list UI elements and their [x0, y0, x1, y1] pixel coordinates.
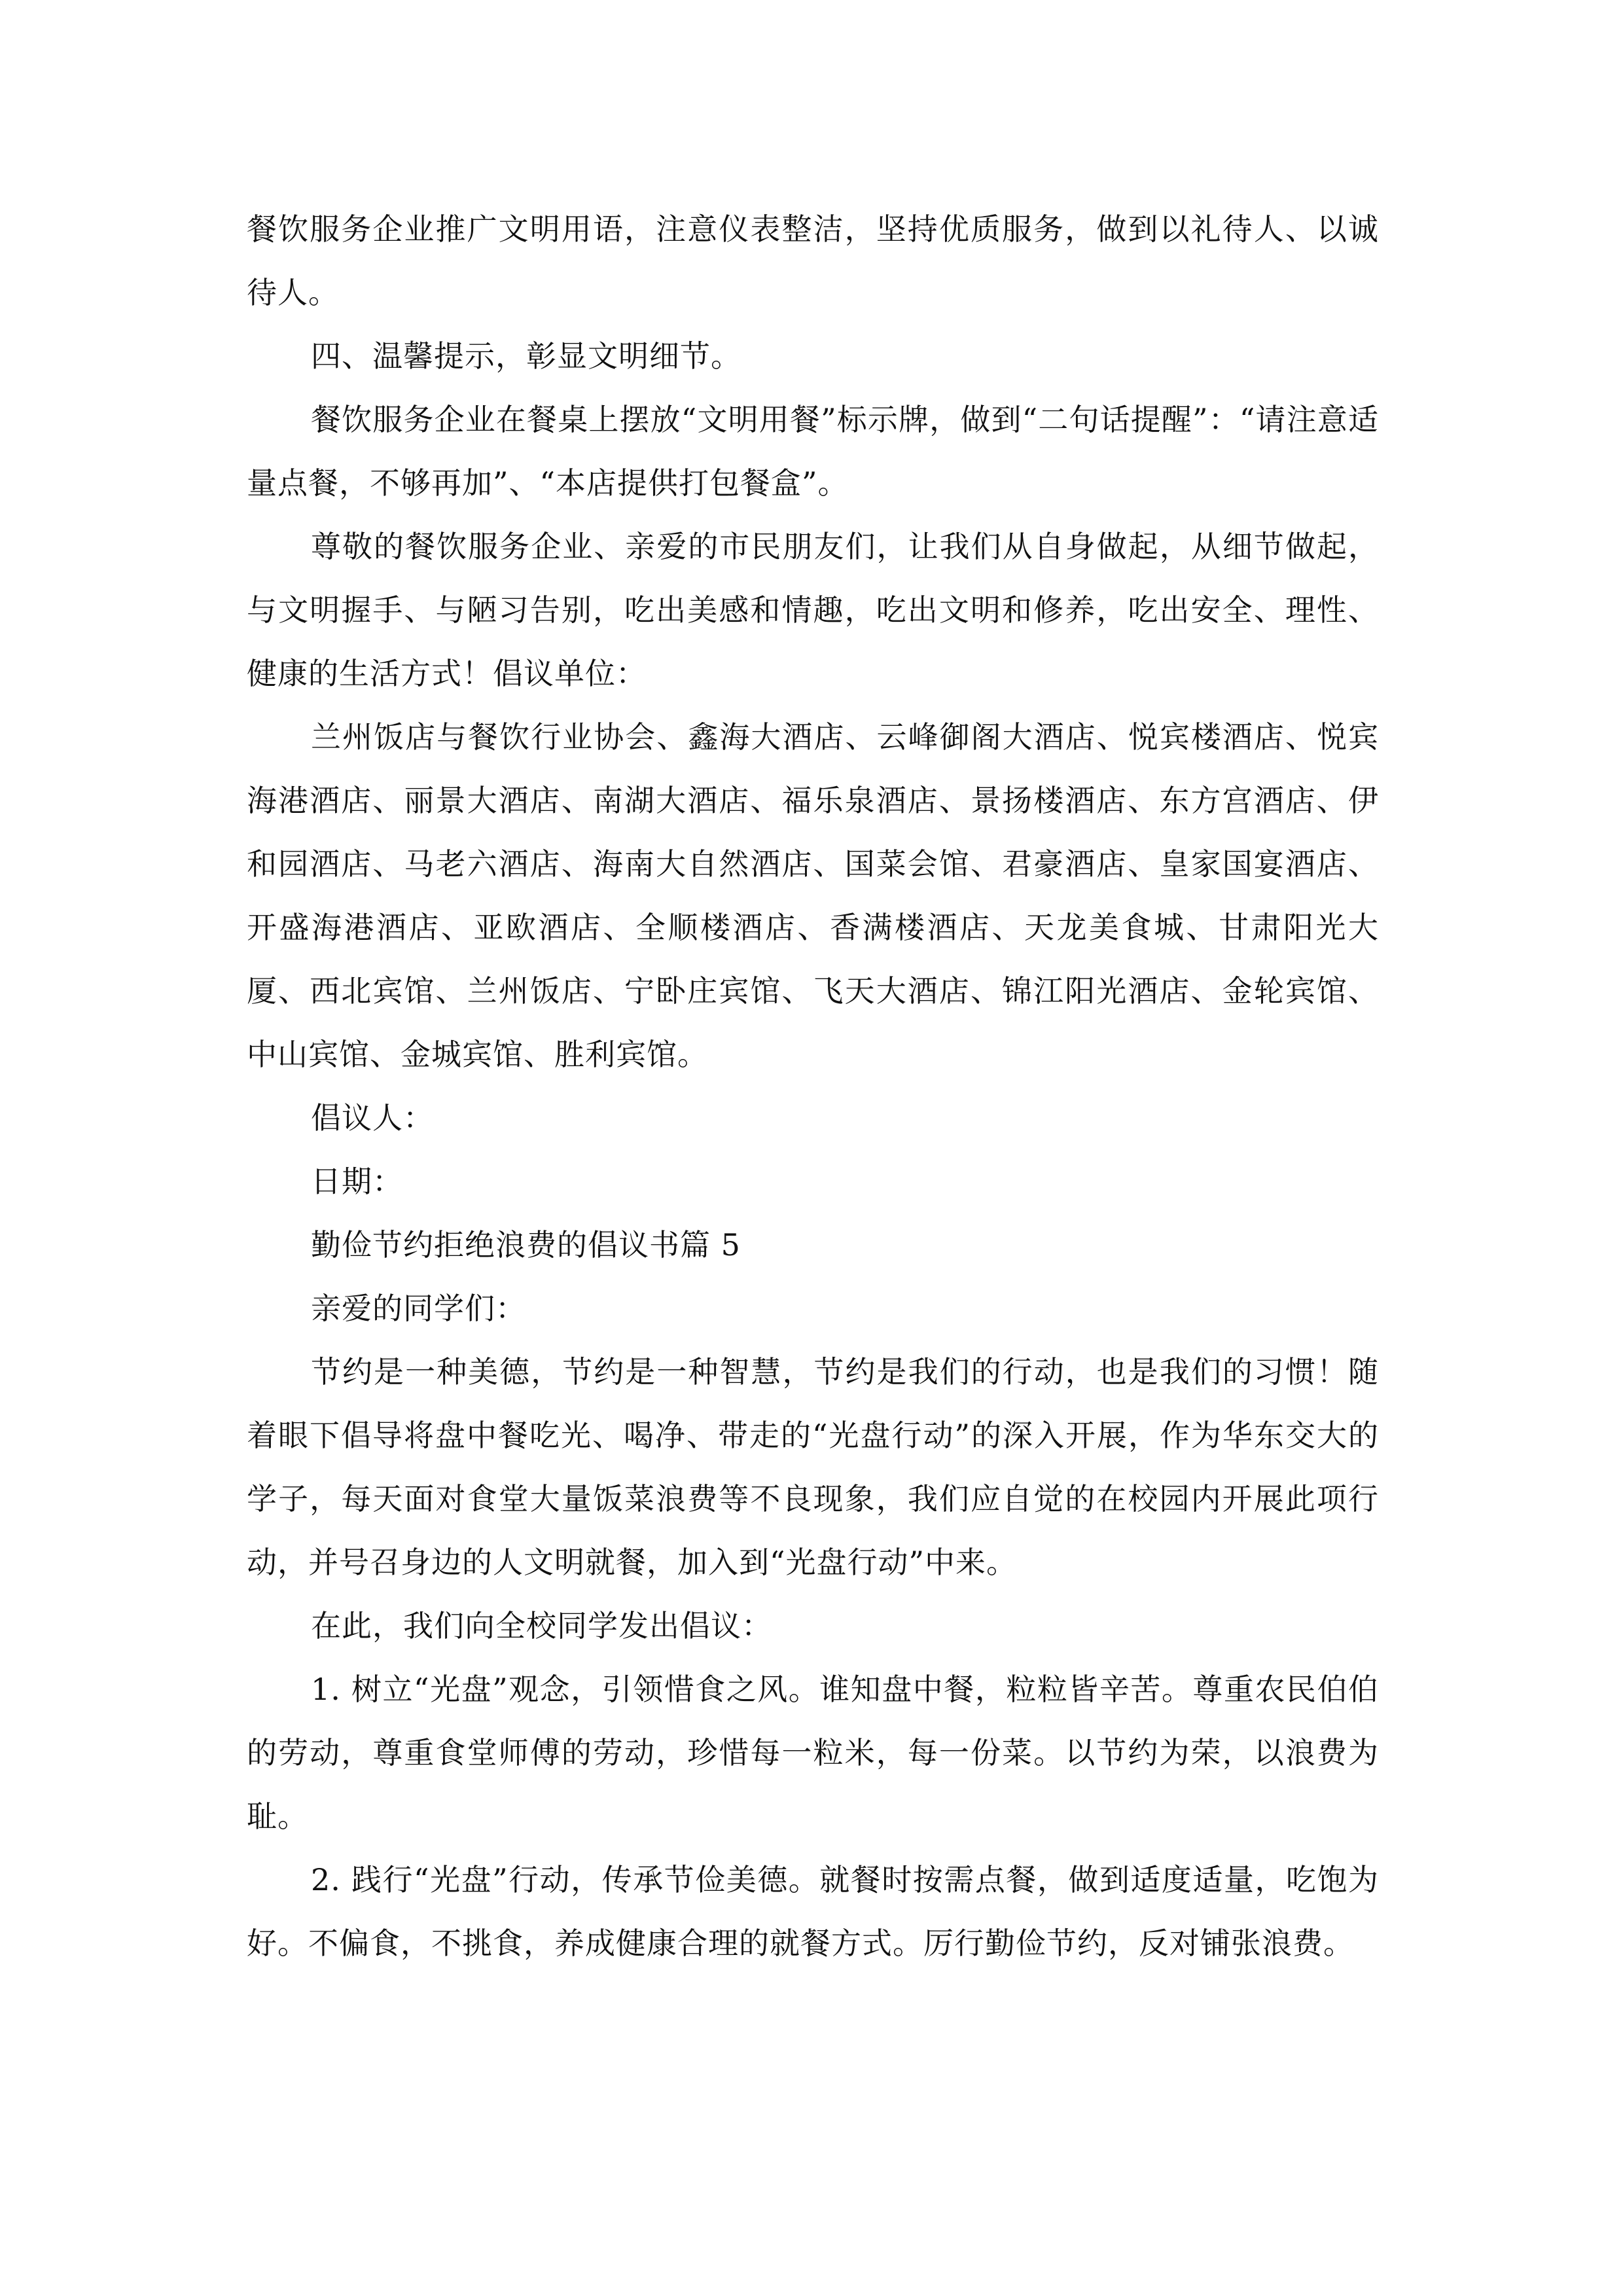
paragraph-10: 节约是一种美德，节约是一种智慧，节约是我们的行动，也是我们的习惯！随着眼下倡导将盘中餐吃光、喝净、带走的“光盘行动”的深入开展，作为华东交大的学子，每天面对食堂大量饭菜浪费等不良现象，我们应自觉的在校园内开展此项行动，并号召身边的人文明就餐，加入到“光盘行动”中来。	[247, 1354, 1379, 1580]
paragraph-5: 兰州饭店与餐饮行业协会、鑫海大酒店、云峰御阁大酒店、悦宾楼酒店、悦宾海港酒店、丽景大酒店、南湖大酒店、福乐泉酒店、景扬楼酒店、东方宫酒店、伊和园酒店、马老六酒店、海南大自然酒店、国菜会馆、君豪酒店、皇家国宴酒店、开盛海港酒店、亚欧酒店、全顺楼酒店、香满楼酒店、天龙美食城、甘肃阳光大厦、西北宾馆、兰州饭店、宁卧庄宾馆、飞天大酒店、锦江阳光酒店、金轮宾馆、中山宾馆、金城宾馆、胜利宾馆。	[247, 719, 1379, 1072]
paragraph-11: 在此，我们向全校同学发出倡议：	[311, 1608, 772, 1643]
paragraph-12: 1. 树立“光盘”观念，引领惜食之风。谁知盘中餐，粒粒皆辛苦。尊重农民伯伯的劳动，尊重食堂师傅的劳动，珍惜每一粒米，每一份菜。以节约为荣，以浪费为耻。	[247, 1672, 1379, 1834]
paragraph-2: 四、温馨提示，彰显文明细节。	[311, 338, 741, 374]
paragraph-6: 倡议人：	[311, 1100, 434, 1136]
paragraph-3: 餐饮服务企业在餐桌上摆放“文明用餐”标示牌，做到“二句话提醒”：“请注意适量点餐，不够再加”、“本店提供打包餐盒”。	[247, 402, 1379, 501]
section-title: 勤俭节约拒绝浪费的倡议书篇 5	[311, 1227, 741, 1263]
paragraph-4: 尊敬的餐饮服务企业、亲爱的市民朋友们，让我们从自身做起，从细节做起，与文明握手、与陋习告别，吃出美感和情趣，吃出文明和修养，吃出安全、理性、健康的生活方式！倡议单位：	[247, 529, 1379, 691]
paragraph-1: 餐饮服务企业推广文明用语，注意仪表整洁，坚持优质服务，做到以礼待人、以诚待人。	[247, 211, 1379, 310]
document-page	[247, 198, 1379, 1975]
paragraph-7: 日期：	[311, 1164, 403, 1199]
paragraph-13: 2. 践行“光盘”行动，传承节俭美德。就餐时按需点餐，做到适度适量，吃饱为好。不偏食，不挑食，养成健康合理的就餐方式。厉行勤俭节约，反对铺张浪费。	[247, 1862, 1379, 1961]
greeting: 亲爱的同学们：	[311, 1291, 526, 1326]
